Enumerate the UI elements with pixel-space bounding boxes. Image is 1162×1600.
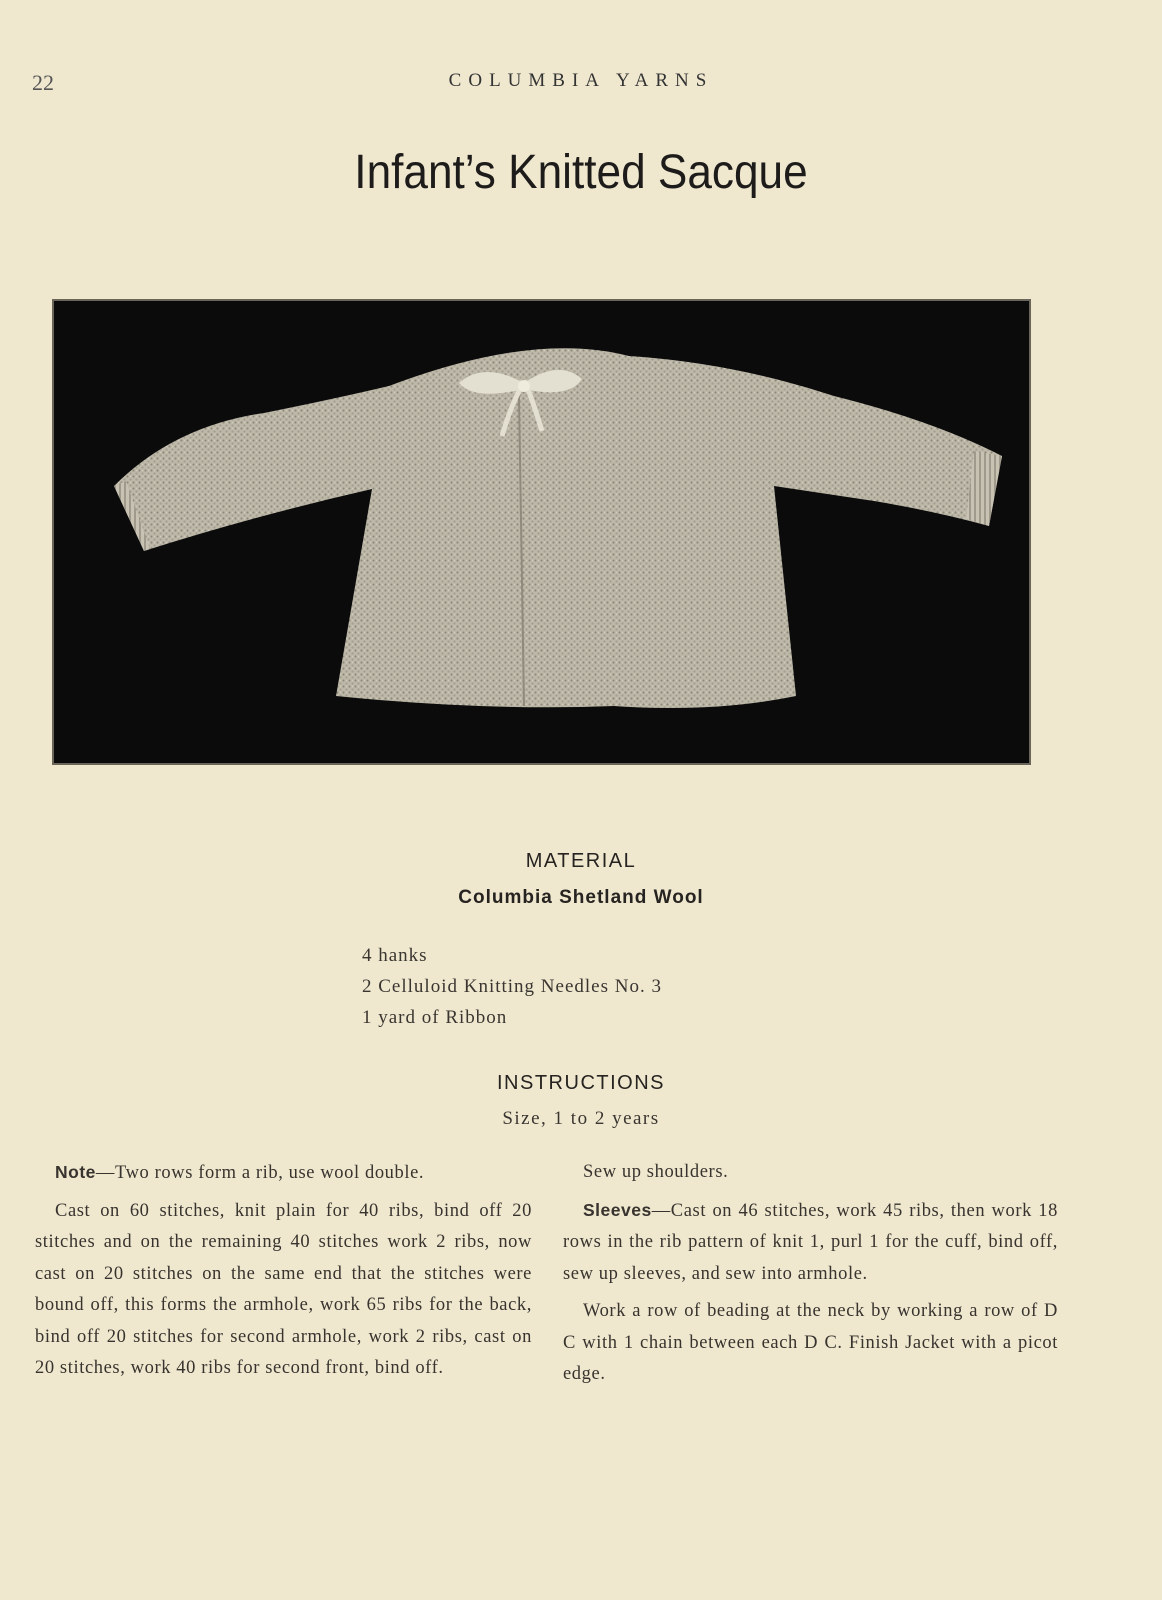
paragraph-lead: Note — [55, 1162, 96, 1182]
page-title: Infant’s Knitted Sacque — [354, 146, 808, 199]
yarn-name: Columbia Shetland Wool — [458, 887, 704, 908]
list-item: 1 yard of Ribbon — [362, 1007, 508, 1028]
list-item: 4 hanks — [362, 945, 428, 966]
instructions-heading: INSTRUCTIONS — [497, 1072, 665, 1094]
paragraph — [35, 1157, 532, 1190]
paragraph-lead: Sleeves — [583, 1199, 652, 1220]
paragraph — [35, 1196, 532, 1385]
paragraph-text: Cast on 60 stitches, knit plain for 40 ribs, bind off 20 stitches and on the remaining 40 stitches work 2 ribs, now cast on 20 stitches on the same end that the stitches were bound off, this forms the armhole, work 65 ribs for the back, bind off 20 stitches for second armhole, work 2 ribs, cast on 20 stitches, work 40 ribs for second front, bind off. — [35, 1200, 532, 1378]
list-item: 2 Celluloid Knitting Needles No. 3 — [362, 976, 662, 997]
paragraph-text: —Cast on 46 stitches, work 45 ribs, then work 18 rows in the rib pattern of knit 1, purl 1 for the cuff, bind off, sew up sleeves, and sew into armhole. — [563, 1200, 1058, 1284]
instructions-right-column — [563, 1157, 1058, 1397]
sacque-illustration — [54, 301, 1029, 763]
running-head: COLUMBIA YARNS — [448, 70, 714, 91]
instructions-left-column — [35, 1157, 532, 1391]
paragraph — [563, 1195, 1058, 1291]
paragraph-text: Work a row of beading at the neck by working a row of D C with 1 chain between each D C. Finish Jacket with a picot edge. — [563, 1301, 1058, 1384]
paragraph — [563, 1157, 1058, 1189]
materials-list — [362, 940, 662, 1033]
paragraph-text: —Two rows form a rib, use wool double. — [95, 1163, 425, 1183]
material-heading: MATERIAL — [525, 850, 637, 872]
page-number: 22 — [32, 70, 54, 95]
paragraph-text: Sew up shoulders. — [583, 1162, 729, 1182]
paragraph — [563, 1296, 1058, 1391]
sacque-photograph — [52, 299, 1031, 765]
size-line: Size, 1 to 2 years — [502, 1108, 660, 1129]
